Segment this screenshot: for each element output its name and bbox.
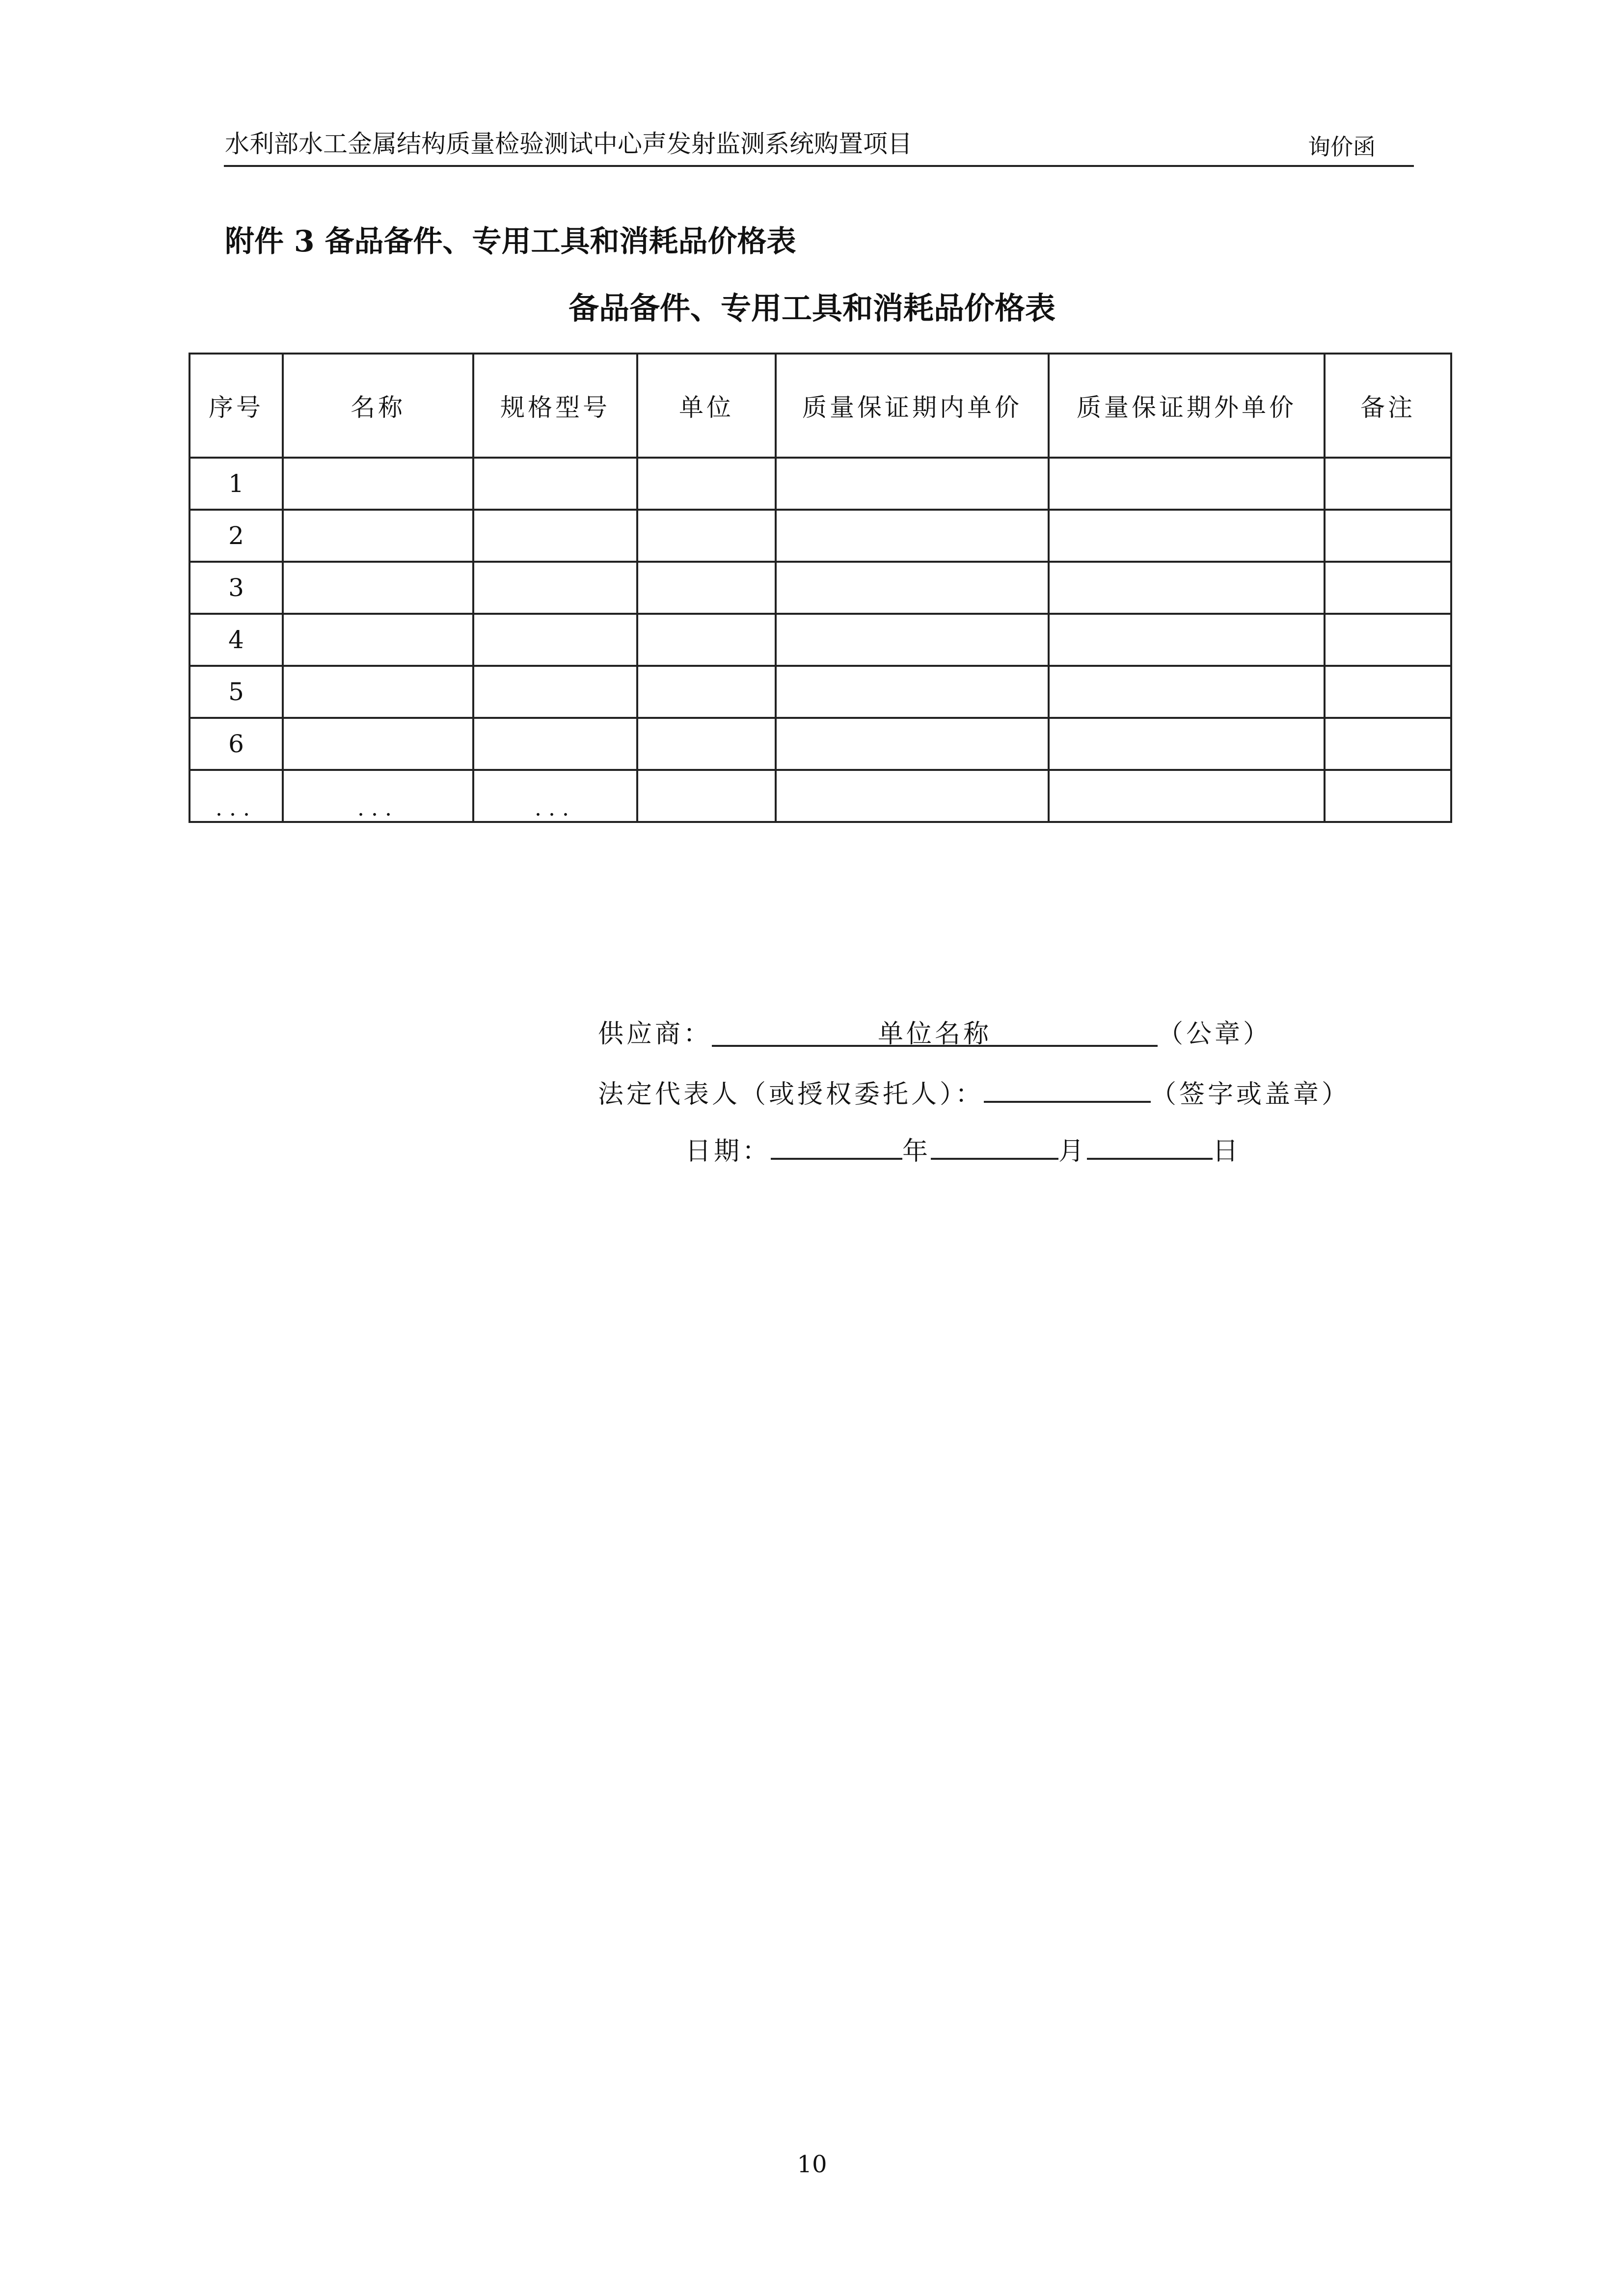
cell-index: 6 bbox=[189, 718, 283, 770]
price-table bbox=[189, 353, 1452, 823]
cell-unit bbox=[637, 614, 776, 666]
table-title: 备品备件、专用工具和消耗品价格表 bbox=[568, 290, 1056, 326]
cell-spec bbox=[473, 458, 637, 510]
cell-unit bbox=[637, 718, 776, 770]
supplier-label: 供应商： bbox=[598, 1019, 712, 1049]
col-header-price-in-warranty: 质量保证期内单价 bbox=[776, 354, 1049, 458]
col-header-spec: 规格型号 bbox=[473, 354, 637, 458]
year-label: 年 bbox=[902, 1137, 931, 1166]
cell-name: ... bbox=[283, 770, 473, 822]
cell-price-out bbox=[1049, 666, 1325, 718]
representative-sign-note: （签字或盖章） bbox=[1151, 1080, 1351, 1109]
cell-index: ... bbox=[189, 770, 283, 822]
col-header-remarks: 备注 bbox=[1325, 354, 1451, 458]
table-row bbox=[189, 614, 1451, 666]
cell-index: 4 bbox=[189, 614, 283, 666]
cell-name bbox=[283, 458, 473, 510]
cell-spec bbox=[473, 562, 637, 614]
cell-price-in bbox=[776, 770, 1049, 822]
cell-price-out bbox=[1049, 614, 1325, 666]
cell-remarks bbox=[1325, 614, 1451, 666]
year-field[interactable] bbox=[771, 1129, 902, 1160]
cell-spec: ... bbox=[473, 770, 637, 822]
cell-price-in bbox=[776, 666, 1049, 718]
cell-index: 2 bbox=[189, 510, 283, 562]
page-number: 10 bbox=[797, 2151, 827, 2178]
day-field[interactable] bbox=[1087, 1129, 1213, 1160]
header-rule bbox=[224, 165, 1414, 167]
cell-spec bbox=[473, 510, 637, 562]
cell-unit bbox=[637, 510, 776, 562]
cell-unit bbox=[637, 770, 776, 822]
cell-spec bbox=[473, 666, 637, 718]
table-row-ellipsis bbox=[189, 770, 1451, 822]
col-header-unit: 单位 bbox=[637, 354, 776, 458]
cell-name bbox=[283, 666, 473, 718]
table-row bbox=[189, 458, 1451, 510]
cell-price-in bbox=[776, 718, 1049, 770]
month-label: 月 bbox=[1058, 1137, 1087, 1166]
cell-remarks bbox=[1325, 458, 1451, 510]
month-field[interactable] bbox=[931, 1129, 1058, 1160]
attachment-title: 附件 3 备品备件、专用工具和消耗品价格表 bbox=[225, 224, 796, 259]
cell-remarks bbox=[1325, 666, 1451, 718]
cell-name bbox=[283, 562, 473, 614]
date-line bbox=[685, 1129, 1241, 1169]
cell-price-in bbox=[776, 510, 1049, 562]
cell-price-out bbox=[1049, 458, 1325, 510]
day-label: 日 bbox=[1213, 1137, 1242, 1166]
date-label: 日期： bbox=[685, 1137, 771, 1166]
table-header-row bbox=[189, 354, 1451, 458]
cell-remarks bbox=[1325, 770, 1451, 822]
cell-index: 1 bbox=[189, 458, 283, 510]
cell-index: 3 bbox=[189, 562, 283, 614]
cell-price-out bbox=[1049, 510, 1325, 562]
cell-price-out bbox=[1049, 770, 1325, 822]
table-row bbox=[189, 666, 1451, 718]
table-row bbox=[189, 562, 1451, 614]
cell-price-in bbox=[776, 458, 1049, 510]
cell-unit bbox=[637, 666, 776, 718]
col-header-name: 名称 bbox=[283, 354, 473, 458]
col-header-index: 序号 bbox=[189, 354, 283, 458]
cell-name bbox=[283, 614, 473, 666]
cell-remarks bbox=[1325, 718, 1451, 770]
cell-remarks bbox=[1325, 510, 1451, 562]
col-header-price-out-warranty: 质量保证期外单价 bbox=[1049, 354, 1325, 458]
cell-price-in bbox=[776, 562, 1049, 614]
cell-price-in bbox=[776, 614, 1049, 666]
representative-line bbox=[598, 1072, 1350, 1112]
supplier-name-field[interactable]: 单位名称 bbox=[712, 1016, 1158, 1047]
cell-name bbox=[283, 510, 473, 562]
table-row bbox=[189, 510, 1451, 562]
cell-spec bbox=[473, 718, 637, 770]
cell-unit bbox=[637, 562, 776, 614]
supplier-seal-note: （公章） bbox=[1158, 1019, 1272, 1049]
supplier-line bbox=[598, 1016, 1272, 1052]
header-doc-type: 询价函 bbox=[1308, 134, 1376, 160]
cell-spec bbox=[473, 614, 637, 666]
representative-signature-field[interactable] bbox=[984, 1072, 1151, 1103]
cell-unit bbox=[637, 458, 776, 510]
header-project-title: 水利部水工金属结构质量检验测试中心声发射监测系统购置项目 bbox=[225, 130, 912, 158]
cell-name bbox=[283, 718, 473, 770]
cell-price-out bbox=[1049, 718, 1325, 770]
cell-index: 5 bbox=[189, 666, 283, 718]
representative-label: 法定代表人（或授权委托人）： bbox=[598, 1080, 984, 1109]
cell-remarks bbox=[1325, 562, 1451, 614]
cell-price-out bbox=[1049, 562, 1325, 614]
table-row bbox=[189, 718, 1451, 770]
